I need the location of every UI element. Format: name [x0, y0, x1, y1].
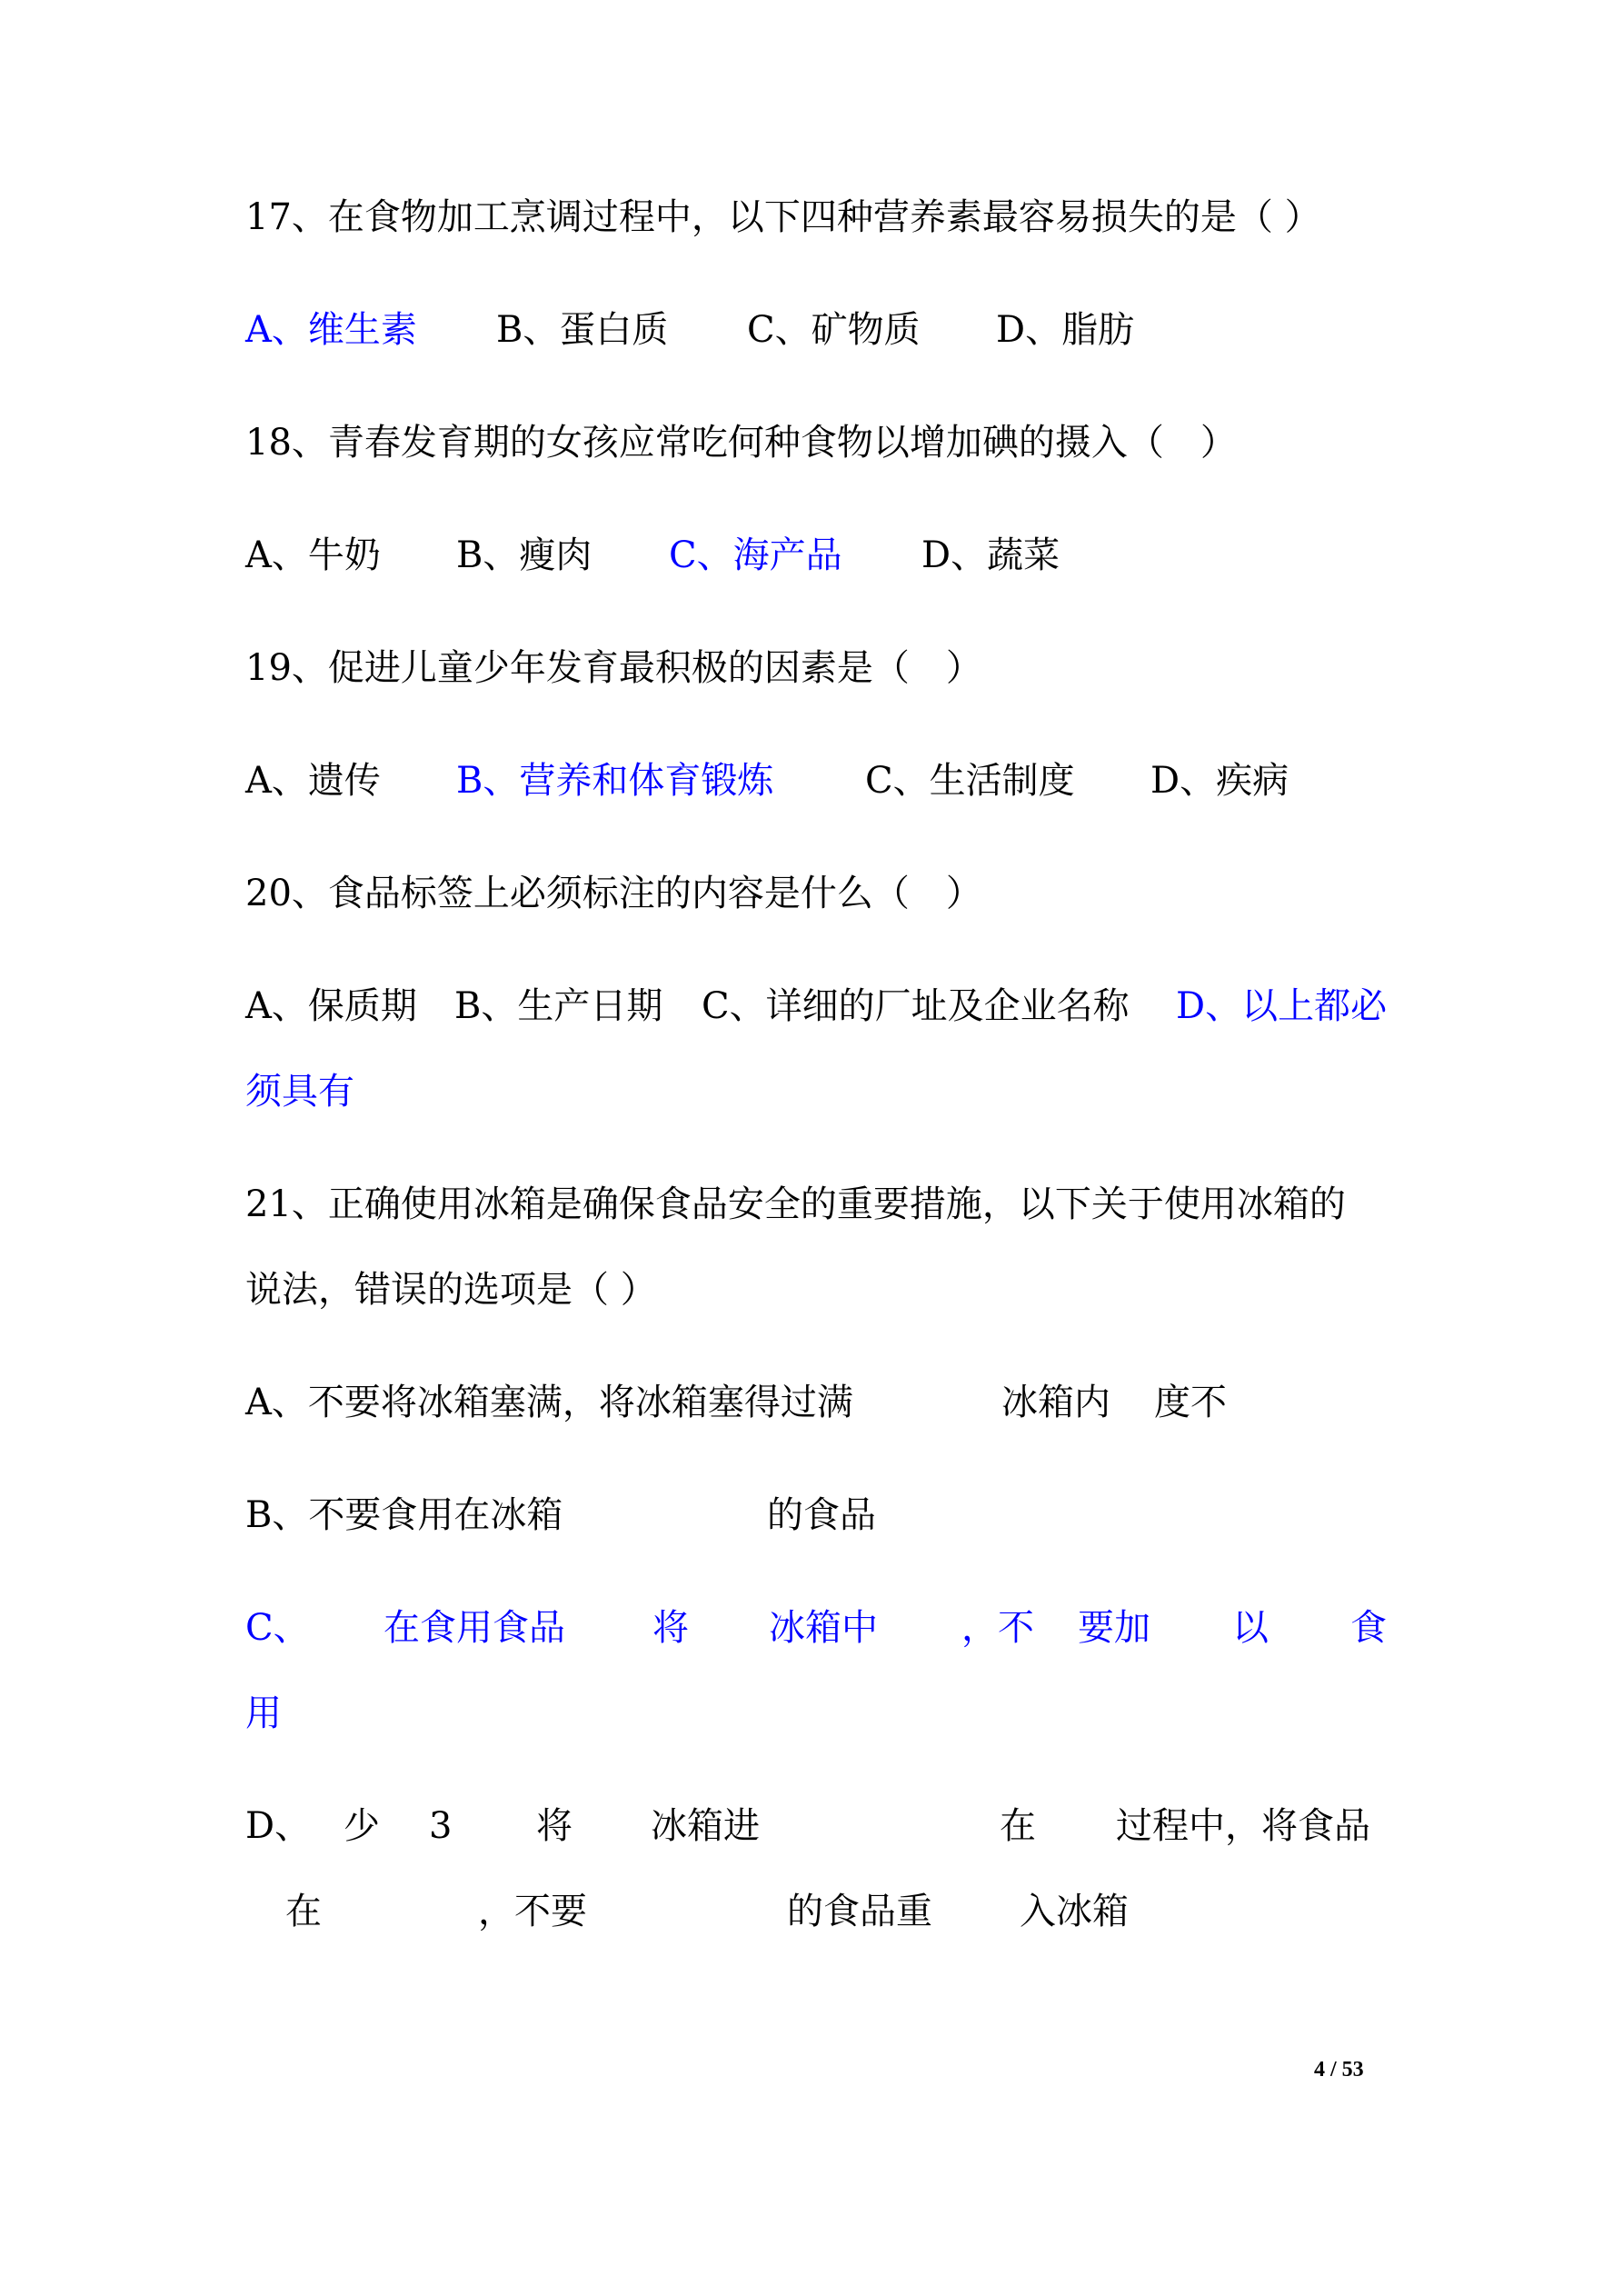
- option-b-seg-2: 的食品: [767, 1494, 876, 1536]
- question-text: 21、正确使用冰箱是确保食品安全的重要措施，以下关于使用冰箱的: [245, 1183, 1346, 1225]
- option-d-seg-6: 在: [1000, 1805, 1036, 1847]
- option-c-answer: C、海产品: [669, 534, 842, 576]
- option-c-seg-7: 以: [1232, 1607, 1269, 1649]
- question-text: 20、食品标签上必须标注的内容是什么（ ）: [245, 873, 982, 914]
- option-d-seg-8: 在: [285, 1891, 322, 1932]
- question-text: 18、青春发育期的女孩应常吃何种食物以增加碘的摄入（ ）: [245, 422, 1237, 464]
- option-d: D、蔬菜: [921, 534, 1060, 576]
- option-d-seg-11: 入冰箱: [1020, 1891, 1129, 1932]
- option-b-seg-1: B、不要食用在冰箱: [245, 1494, 563, 1536]
- question-text: 17、在食物加工烹调过程中，以下四种营养素最容易损失的是（ ）: [245, 196, 1321, 238]
- option-a: A、保质期: [245, 985, 417, 1027]
- option-a-seg-2: 冰箱内: [1001, 1382, 1110, 1423]
- option-a: A、遗传: [245, 760, 381, 802]
- option-b: B、蛋白质: [496, 309, 669, 351]
- question-text: 说法，错误的选项是（ ）: [245, 1269, 657, 1311]
- option-a-seg-1: A、不要将冰箱塞满，将冰箱塞得过满: [245, 1382, 853, 1423]
- option-c-seg-4: 冰箱中: [769, 1607, 878, 1649]
- question-text: 19、促进儿童少年发育最积极的因素是（ ）: [245, 647, 982, 689]
- option-b: B、生产日期: [454, 985, 663, 1027]
- option-d: D、脂肪: [996, 309, 1135, 351]
- option-d-seg-3: 3: [429, 1805, 453, 1847]
- option-d-seg-5: 冰箱进: [651, 1805, 760, 1847]
- option-a: A、牛奶: [245, 534, 381, 576]
- option-c: C、详细的厂址及企业名称: [702, 985, 1130, 1027]
- option-d-seg-1: D、: [245, 1805, 312, 1847]
- option-d-seg-2: 少: [344, 1805, 380, 1847]
- option-a-seg-3: 度不: [1154, 1382, 1227, 1423]
- option-c-seg-5: ，不: [961, 1607, 1034, 1649]
- option-b: B、瘦肉: [456, 534, 592, 576]
- option-d-answer-cont: 须具有: [245, 1071, 354, 1113]
- option-d-answer: D、以上都必: [1176, 985, 1388, 1027]
- option-d-seg-10: 的食品重: [787, 1891, 932, 1932]
- option-c-seg-3: 将: [652, 1607, 689, 1649]
- option-c-seg-8: 食: [1350, 1607, 1387, 1649]
- option-c-seg-6: 要加: [1078, 1607, 1150, 1649]
- option-d-seg-7: 过程中，将食品: [1116, 1805, 1370, 1847]
- option-c-seg-2: 在食用食品: [383, 1607, 565, 1649]
- option-b-answer: B、营养和体育锻炼: [456, 760, 774, 802]
- option-d: D、疾病: [1150, 760, 1289, 802]
- option-c: C、生活制度: [865, 760, 1075, 802]
- option-c: C、矿物质: [747, 309, 921, 351]
- option-c-seg-1: C、: [245, 1607, 310, 1649]
- page-number: 4 / 53: [1314, 2058, 1364, 2081]
- option-d-seg-9: ，不要: [478, 1891, 587, 1932]
- option-c-cont: 用: [245, 1692, 282, 1734]
- option-d-seg-4: 将: [536, 1805, 573, 1847]
- option-a-answer: A、维生素: [245, 309, 417, 351]
